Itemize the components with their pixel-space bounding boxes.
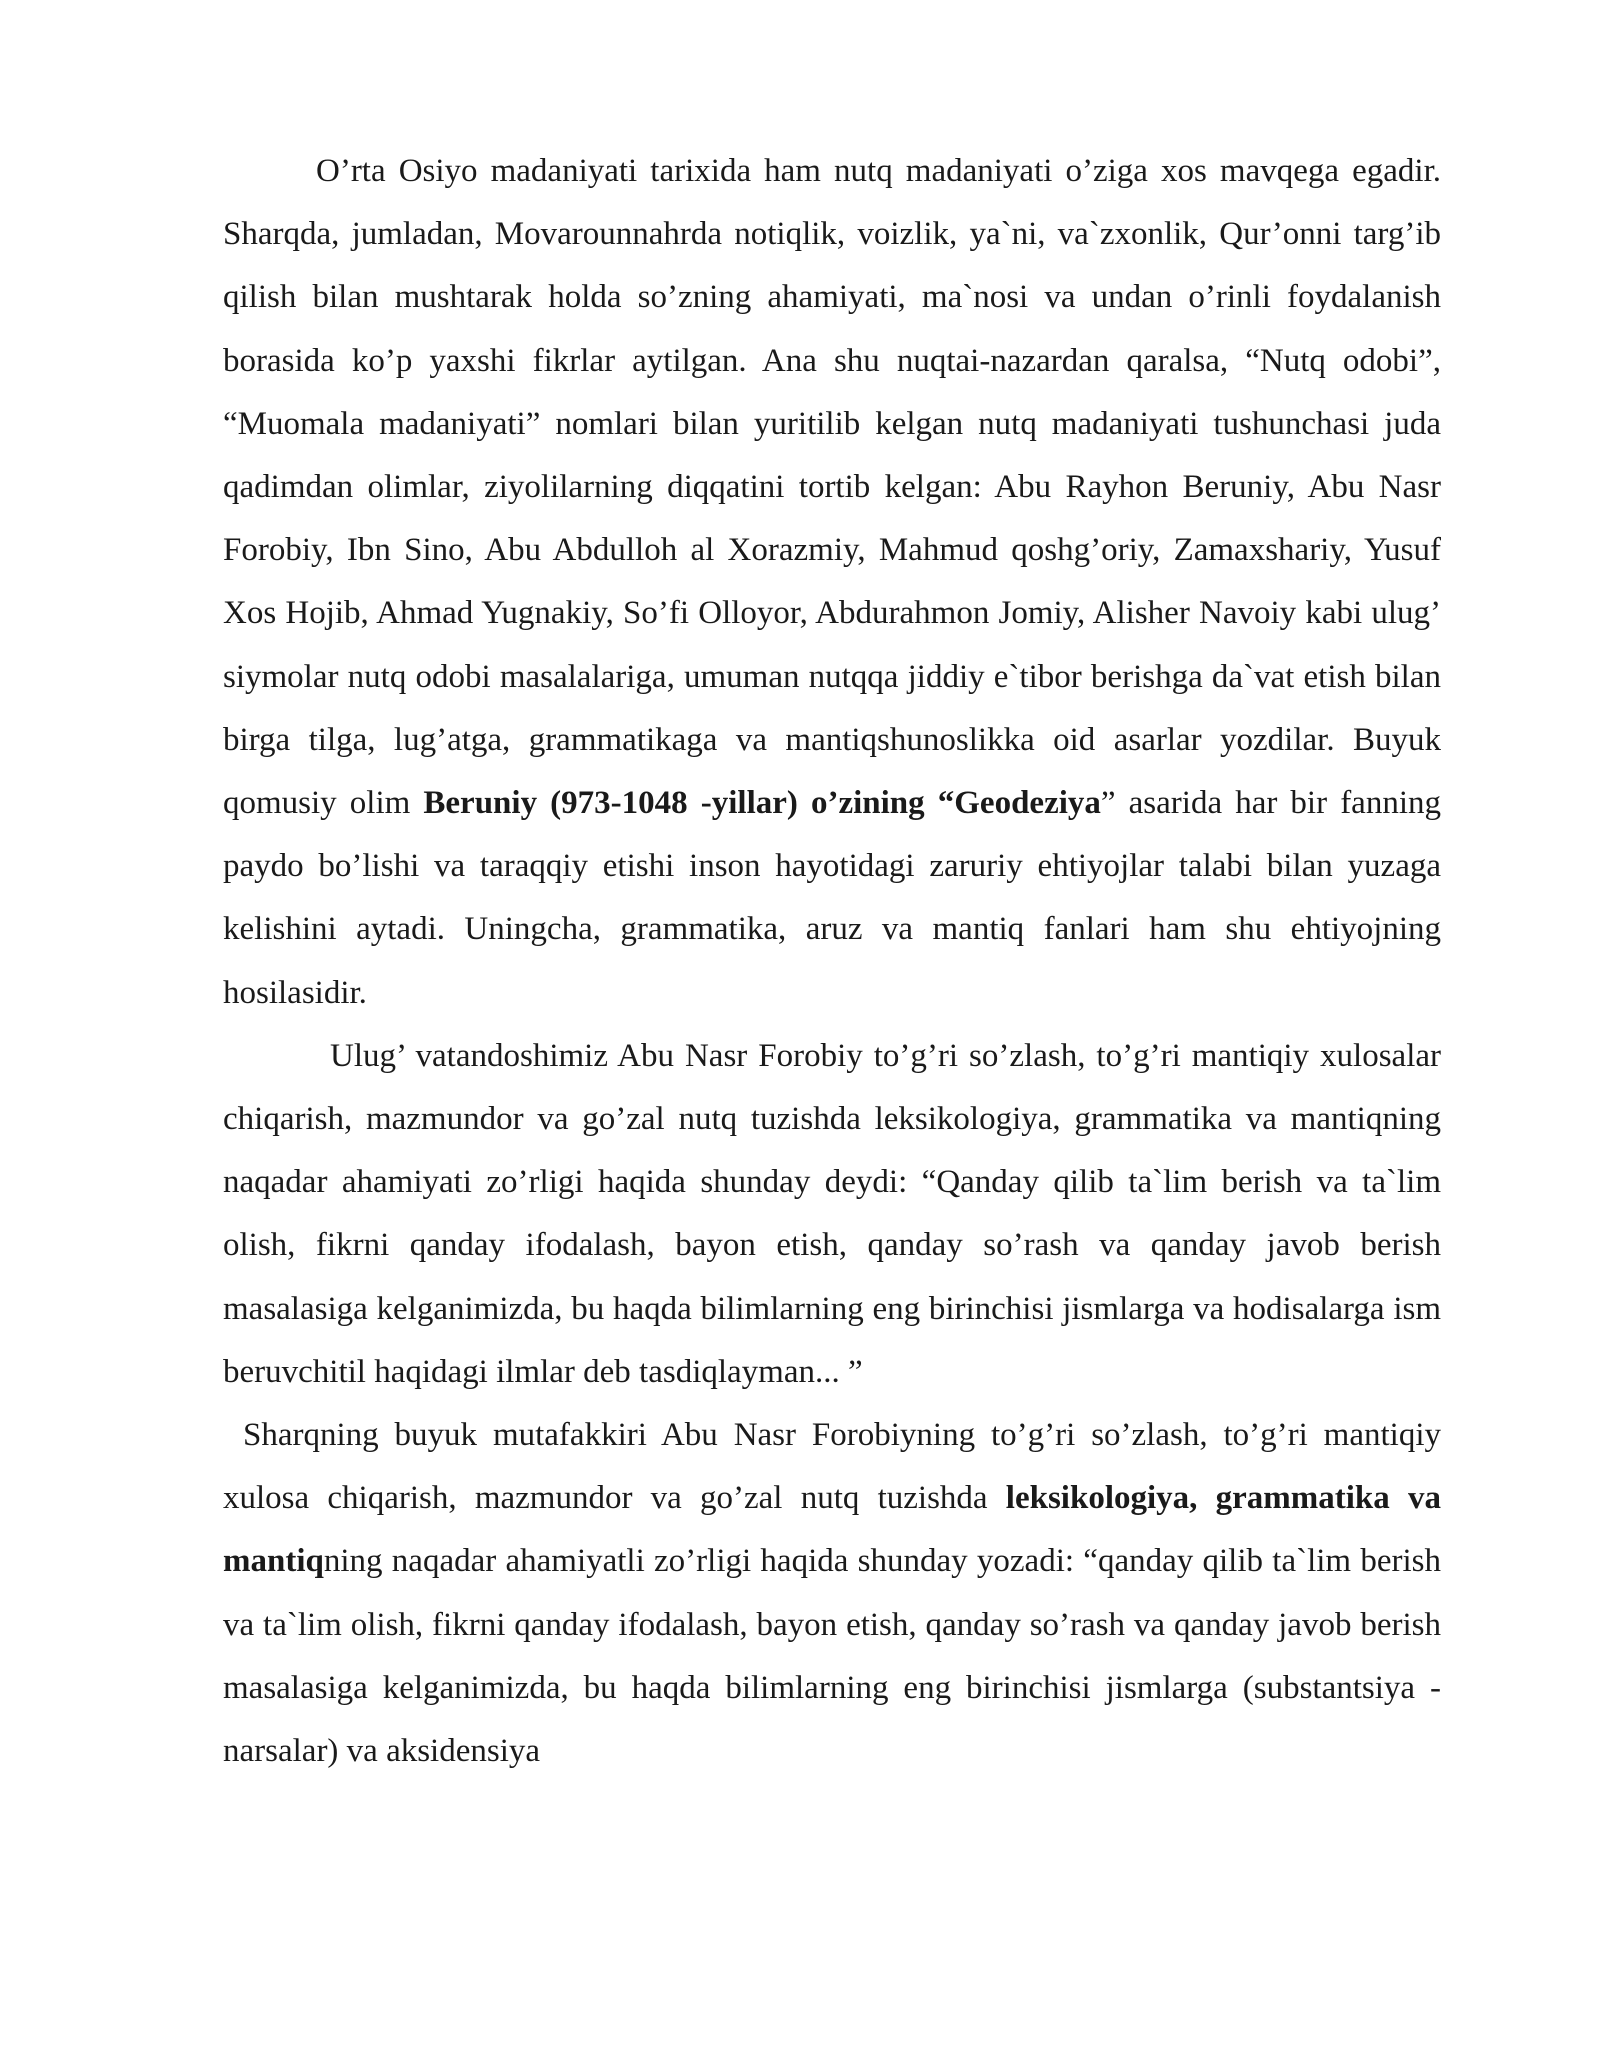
paragraph-1	[223, 140, 1441, 1025]
paragraph-3-text-1: Sharqning buyuk mutafakkiri Abu Nasr Forobiyning to’g’ri so’zlash, to’g’ri mantiqiy xulosa chiqarish, mazmundor va go’zal nutq tuzishda	[223, 1417, 1441, 1517]
paragraph-1-text-1: O’rta Osiyo madaniyati tarixida ham nutq madaniyati o’ziga xos mavqega egadir. Sharqda, jumladan, Movarounnahrda notiqlik, voizlik, ya`ni, va`zxonlik, Qur’onni targ’ib qilish bilan mushtarak holda so’zning ahamiyati, ma`nosi va undan o’rinli foydalanish borasida ko’p yaxshi fikrlar aytilgan. Ana shu nuqtai-nazardan qaralsa, “Nutq odobi”, “Muomala madaniyati” nomlari bilan yuritilib kelgan nutq madaniyati tushunchasi juda qadimdan olimlar, ziyolilarning diqqatini tortib kelgan: Abu Rayhon Beruniy, Abu Nasr Forobiy, Ibn Sino, Abu Abdulloh al Xorazmiy, Mahmud qoshg’oriy, Zamaxshariy, Yusuf Xos Hojib, Ahmad Yugnakiy, So’fi Olloyor, Abdurahmon Jomiy, Alisher Navoiy kabi ulug’ siymolar nutq odobi masalalariga, umuman nutqqa jiddiy e`tibor berishga da`vat etish bilan birga tilga, lug’atga, grammatikaga va mantiqshunoslikka oid asarlar yozdilar. Buyuk qomusiy olim	[223, 153, 1441, 822]
document-body	[223, 140, 1441, 1783]
paragraph-2	[223, 1025, 1441, 1404]
paragraph-3-text-2: ning naqadar ahamiyatli zo’rligi haqida shunday yozadi: “qanday qilib ta`lim berish va ta`lim olish, fikrni qanday ifodalash, bayon etish, qanday so’rash va qanday javob berish masalasiga kelganimizda, bu haqda bilimlarning eng birinchisi jismlarga (substantsiya -narsalar) va aksidensiya	[223, 1543, 1441, 1770]
paragraph-2-text-1: Ulug’ vatandoshimiz Abu Nasr Forobiy to’g’ri so’zlash, to’g’ri mantiqiy xulosalar chiqarish, mazmundor va go’zal nutq tuzishda leksikologiya, grammatika va mantiqning naqadar ahamiyati zo’rligi haqida shunday deydi: “Qanday qilib ta`lim berish va ta`lim olish, fikrni qanday ifodalash, bayon etish, qanday so’rash va qanday javob berish masalasiga kelganimizda, bu haqda bilimlarning eng birinchisi jismlarga va hodisalarga ism beruvchitil haqidagi ilmlar deb tasdiqlayman... ”	[223, 1037, 1441, 1390]
paragraph-3-bold-terms: leksikologiya, grammatika va mantiq	[223, 1480, 1441, 1580]
paragraph-1-text-2: ” asarida har bir fanning paydo bo’lishi va taraqqiy etishi inson hayotidagi zaruriy ehtiyojlar talabi bilan yuzaga kelishini aytadi. Uningcha, grammatika, aruz va mantiq fanlari ham shu ehtiyojning hosilasidir.	[223, 785, 1441, 1011]
paragraph-3	[223, 1404, 1441, 1783]
paragraph-1-bold-beruniy: Beruniy (973-1048 -yillar) o’zining “Geodeziya	[423, 785, 1101, 822]
